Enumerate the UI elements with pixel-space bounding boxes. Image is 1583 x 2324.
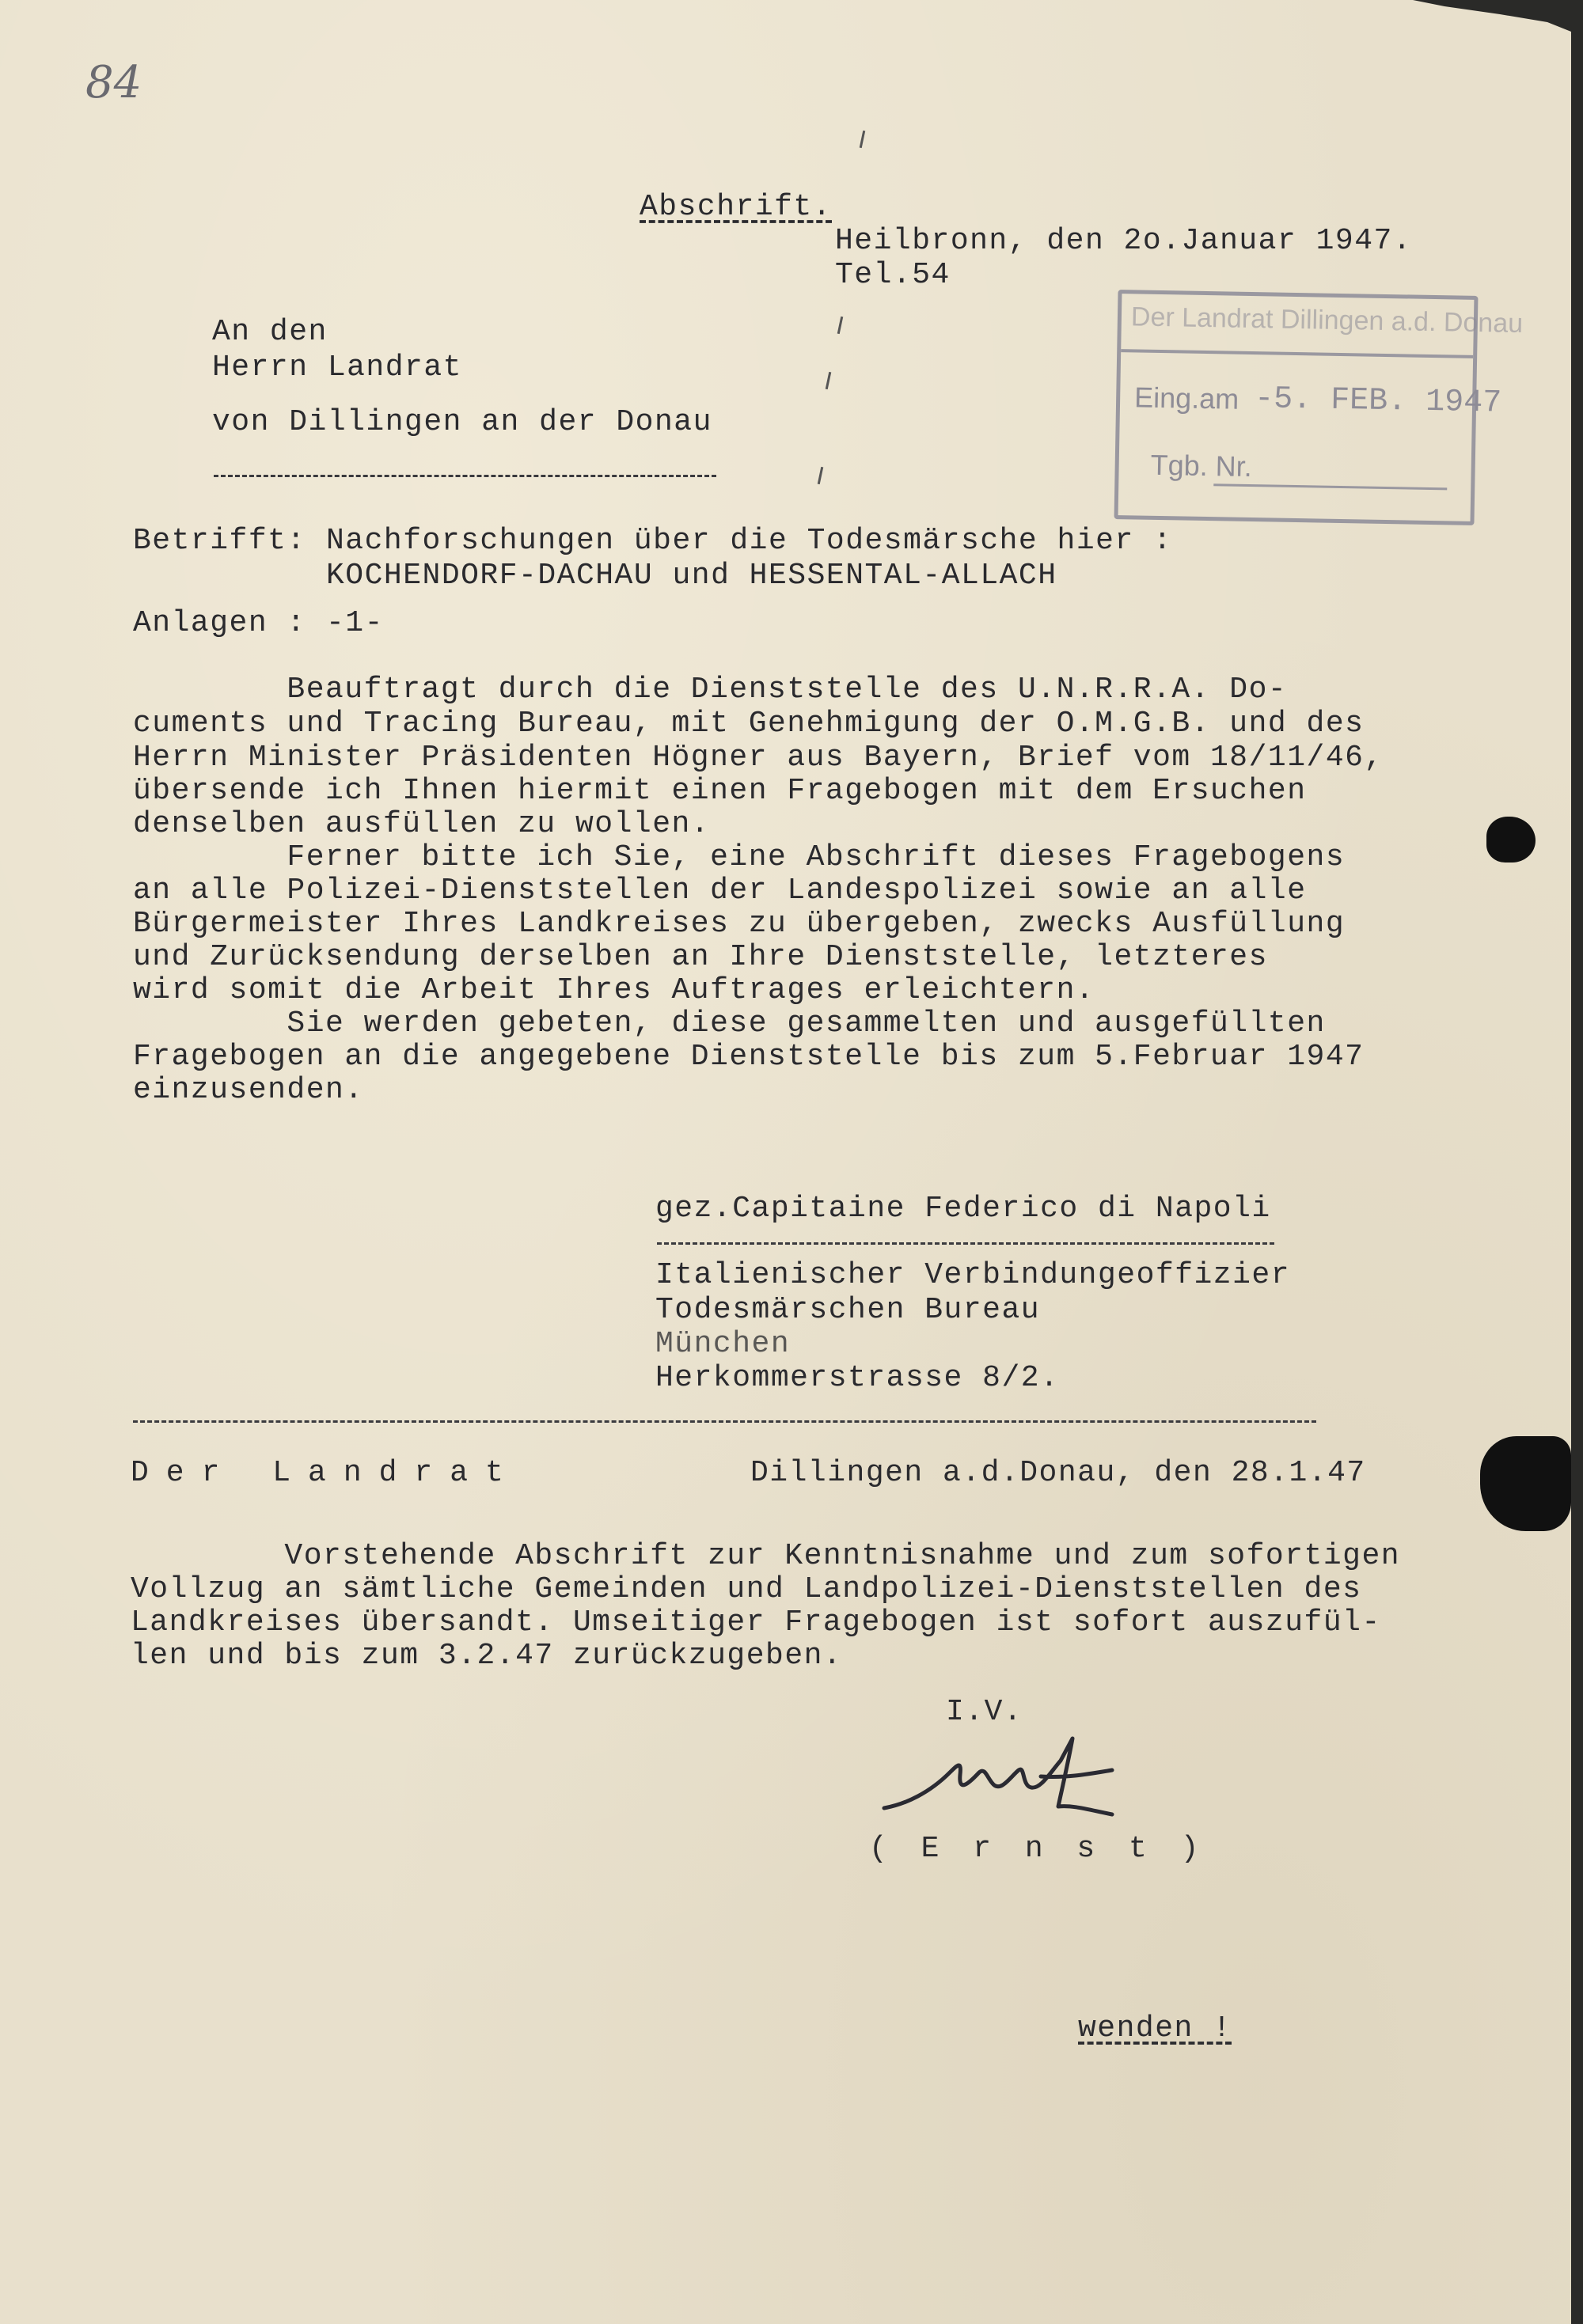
attachments-value: -1- — [326, 606, 384, 640]
recipient-line-1: An den — [212, 315, 328, 349]
endorsement-place-date: Dillingen a.d.Donau, den 28.1.47 — [750, 1456, 1366, 1490]
ink-blot — [1486, 817, 1536, 862]
endorsement-line: Vollzug an sämtliche Gemeinden und Landpolizei-Dienststellen des — [131, 1572, 1362, 1606]
handwritten-page-number: 84 — [85, 57, 142, 108]
telephone: Tel.54 — [835, 258, 951, 292]
torn-corner — [1413, 0, 1571, 32]
body-line: und Zurücksendung derselben an Ihre Dienststelle, letzteres — [133, 940, 1268, 974]
sender-line-2: Todesmärschen Bureau — [655, 1293, 1041, 1327]
subject-label: Betrifft: — [133, 524, 306, 558]
punch-mark — [818, 467, 824, 484]
stamp-rule — [1121, 349, 1473, 358]
body-line: Ferner bitte ich Sie, eine Abschrift dieses Fragebogens — [133, 840, 1346, 874]
attachments-label: Anlagen : — [133, 606, 306, 640]
signer-name: ( E r n s t ) — [869, 1832, 1207, 1866]
body-line: einzusenden. — [133, 1073, 364, 1107]
body-line: cuments und Tracing Bureau, mit Genehmigung der O.M.G.B. und des — [133, 707, 1365, 741]
sender-rule — [657, 1242, 1274, 1245]
body-line: an alle Polizei-Dienststellen der Landespolizei sowie an alle — [133, 874, 1307, 908]
stamp-received-label: Eing.am — [1133, 381, 1239, 415]
punch-mark — [826, 372, 832, 389]
sender-line-3: München — [655, 1327, 791, 1361]
recipient-rule — [214, 475, 716, 477]
body-line: wird somit die Arbeit Ihres Auftrages erleichtern. — [133, 973, 1095, 1007]
body-line: denselben ausfüllen zu wollen. — [133, 807, 711, 841]
body-line: übersende ich Ihnen hiermit einen Fragebogen mit dem Ersuchen — [133, 774, 1307, 808]
handwritten-signature — [875, 1729, 1128, 1840]
stamp-tgb-label: Tgb. Nr. — [1150, 448, 1253, 483]
section-divider — [133, 1420, 1316, 1423]
endorsement-line: Vorstehende Abschrift zur Kenntnisnahme und zum sofortigen — [131, 1539, 1401, 1573]
punch-mark — [837, 317, 844, 334]
recipient-line-3: von Dillingen an der Donau — [212, 405, 712, 439]
subject-line-1: Nachforschungen über die Todesmärsche hier : — [326, 524, 1173, 558]
endorsement-line: Landkreises übersandt. Umseitiger Fragebogen ist sofort auszufül- — [131, 1606, 1381, 1640]
place-date: Heilbronn, den 2o.Januar 1947. — [835, 224, 1413, 258]
stamp-received-date: -5. FEB. 1947 — [1254, 381, 1502, 422]
punch-mark — [860, 131, 866, 148]
body-line: Fragebogen an die angegebene Dienststelle bis zum 5.Februar 1947 — [133, 1040, 1365, 1074]
body-line: Herrn Minister Präsidenten Högner aus Bayern, Brief vom 18/11/46, — [133, 741, 1384, 775]
subject-line-2: KOCHENDORF-DACHAU und HESSENTAL-ALLACH — [326, 559, 1057, 593]
endorsement-office: Der Landrat — [131, 1456, 521, 1490]
body-line: Sie werden gebeten, diese gesammelten und ausgefüllten — [133, 1007, 1326, 1041]
sender-line-1: Italienischer Verbindungeoffizier — [655, 1258, 1291, 1292]
endorsement-line: len und bis zum 3.2.47 zurückzugeben. — [131, 1639, 843, 1673]
stamp-tgb-line — [1213, 483, 1447, 490]
body-line: Bürgermeister Ihres Landkreises zu übergeben, zwecks Ausfüllung — [133, 907, 1346, 941]
body-line: Beauftragt durch die Dienststelle des U.N.R.R.A. Do- — [133, 673, 1288, 707]
sender-line-4: Herkommerstrasse 8/2. — [655, 1361, 1060, 1395]
iv-label: I.V. — [946, 1695, 1023, 1729]
abschrift-heading: Abschrift. — [640, 190, 833, 224]
ink-blot — [1480, 1436, 1571, 1531]
recipient-line-2: Herrn Landrat — [212, 351, 462, 385]
received-stamp — [1114, 290, 1524, 525]
stamp-authority: Der Landrat Dillingen a.d. Donau — [1130, 301, 1524, 339]
sender-signed: gez.Capitaine Federico di Napoli — [655, 1192, 1271, 1226]
turn-over-note: wenden ! — [1078, 2011, 1232, 2045]
